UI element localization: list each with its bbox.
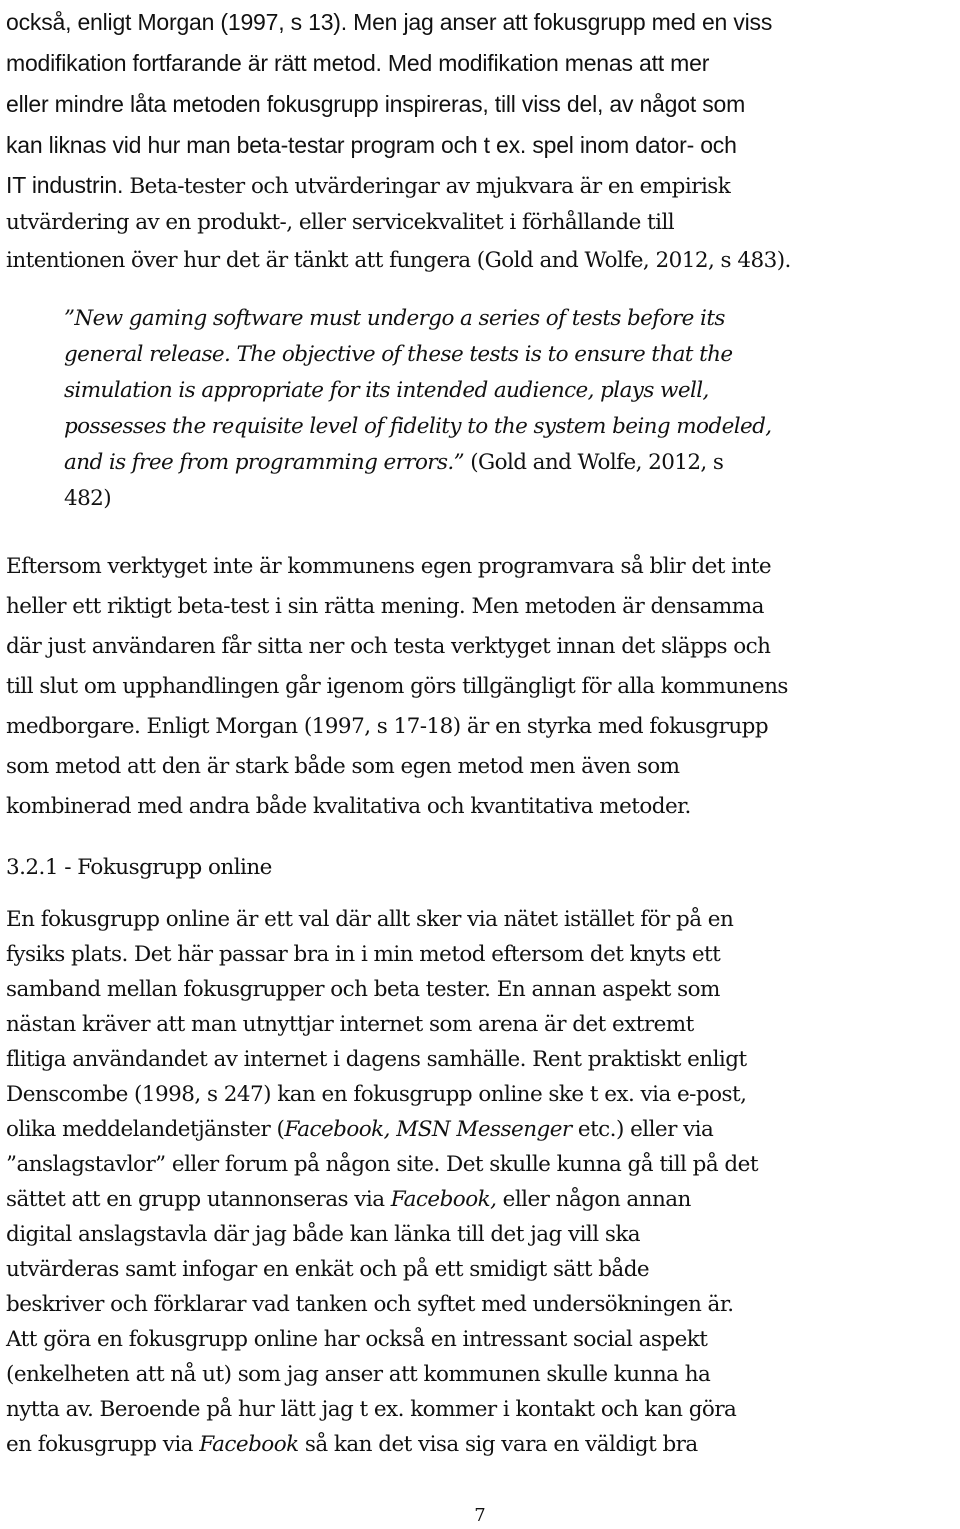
text-segment: Denscombe (1998, s 247) kan en fokusgrupp online ske t ex. via e-post, (6, 1082, 747, 1107)
text-segment: Facebook, (390, 1187, 497, 1212)
text-line (6, 1327, 707, 1352)
text-segment: sättet att en grupp utannonseras via (6, 1187, 391, 1212)
text-segment: samband mellan fokusgrupper och beta tester. En annan aspekt som (6, 977, 720, 1002)
text-segment: etc.) eller via (571, 1117, 714, 1142)
text-segment: Beta-tester och utvärderingar av mjukvara är en empirisk (123, 174, 731, 199)
text-segment: eller mindre låta metoden fokusgrupp inspireras, till viss del, av något som (6, 91, 746, 117)
page-number: 7 (474, 1505, 486, 1526)
text-line (6, 977, 720, 1002)
text-segment: ”anslagstavlor” eller forum på någon site. Det skulle kunna gå till på det (6, 1152, 758, 1177)
text-line (6, 91, 745, 118)
text-line (64, 486, 111, 511)
text-segment: (enkelheten att nå ut) som jag anser att kommunen skulle kunna ha (6, 1362, 711, 1387)
text-segment: olika meddelandetjänster ( (6, 1117, 285, 1142)
text-segment: intentionen över hur det är tänkt att fungera (Gold and Wolfe, 2012, s 483). (6, 248, 791, 273)
text-segment: flitiga användandet av internet i dagens samhälle. Rent praktiskt enligt (6, 1047, 747, 1072)
text-segment: Facebook, MSN Messenger (284, 1117, 572, 1142)
text-segment: heller ett riktigt beta-test i sin rätta mening. Men metoden är densamma (6, 594, 764, 619)
text-line (64, 342, 733, 367)
text-segment: också, enligt Morgan (1997, s 13). Men jag anser att fokusgrupp med en viss (6, 9, 773, 35)
text-line (6, 1152, 758, 1177)
text-line (6, 1082, 746, 1107)
text-line (6, 594, 764, 619)
text-segment: så kan det visa sig vara en väldigt bra (298, 1432, 698, 1457)
text-line (64, 378, 709, 403)
text-segment: utvärdering av en produkt-, eller servicekvalitet i förhållande till (6, 210, 675, 235)
text-segment: ”New gaming software must undergo a series of tests before its (64, 306, 725, 331)
text-segment: digital anslagstavla där jag både kan länka till det jag vill ska (6, 1222, 641, 1247)
text-segment: and is free from programming errors.” (64, 450, 465, 475)
text-segment: utvärderas samt infogar en enkät och på ett smidigt sätt både (6, 1257, 650, 1282)
text-line (6, 1187, 691, 1212)
text-segment: nytta av. Beroende på hur lätt jag t ex. kommer i kontakt och kan göra (6, 1397, 737, 1422)
text-line (6, 1292, 733, 1317)
text-line (6, 1117, 713, 1142)
text-line (64, 414, 772, 439)
text-line (6, 907, 733, 932)
text-segment: general release. The objective of these tests is to ensure that the (64, 342, 733, 367)
text-segment: beskriver och förklarar vad tanken och syftet med undersökningen är. (6, 1292, 734, 1317)
text-segment: Facebook (199, 1432, 299, 1457)
text-line (6, 132, 737, 159)
text-segment: 3.2.1 - Fokusgrupp online (6, 855, 272, 880)
text-line (6, 50, 709, 77)
text-segment: simulation is appropriate for its intended audience, plays well, (64, 378, 709, 403)
text-line (6, 9, 772, 36)
text-line (6, 1362, 710, 1387)
text-segment: kombinerad med andra både kvalitativa och kvantitativa metoder. (6, 794, 691, 819)
text-segment: modifikation fortfarande är rätt metod. Med modifikation menas att mer (6, 50, 710, 76)
text-segment: där just användaren får sitta ner och testa verktyget innan det släpps och (6, 634, 771, 659)
text-line (6, 1047, 747, 1072)
text-line (64, 306, 725, 331)
text-line (6, 794, 691, 819)
text-line (6, 1012, 694, 1037)
text-line (6, 1432, 698, 1457)
text-segment: eller någon annan (496, 1187, 691, 1212)
text-segment: Eftersom verktyget inte är kommunens egen programvara så blir det inte (6, 554, 772, 579)
text-segment: nästan kräver att man utnyttjar internet som arena är det extremt (6, 1012, 694, 1037)
text-line (6, 210, 674, 235)
text-segment: medborgare. Enligt Morgan (1997, s 17-18) är en styrka med fokusgrupp (6, 714, 769, 739)
text-segment: som metod att den är stark både som egen metod men även som (6, 754, 680, 779)
text-segment: Att göra en fokusgrupp online har också en intressant social aspekt (6, 1327, 708, 1352)
text-line (64, 450, 723, 475)
text-line (6, 1257, 649, 1282)
text-line (6, 248, 791, 273)
text-line (6, 172, 730, 199)
text-segment: En fokusgrupp online är ett val där allt sker via nätet istället för på en (6, 907, 734, 932)
text-line (6, 855, 272, 880)
text-segment: possesses the requisite level of fidelity to the system being modeled, (64, 414, 772, 439)
text-segment: kan liknas vid hur man beta-testar program och t ex. spel inom dator- och (6, 132, 737, 158)
text-line (6, 1397, 736, 1422)
text-segment: en fokusgrupp via (6, 1432, 200, 1457)
text-line (6, 634, 770, 659)
text-segment: fysiks plats. Det här passar bra in i min metod eftersom det knyts ett (6, 942, 721, 967)
text-line (6, 714, 768, 739)
text-segment: till slut om upphandlingen går igenom görs tillgängligt för alla kommunens (6, 674, 788, 699)
text-line (6, 554, 771, 579)
text-line (6, 942, 720, 967)
text-segment: (Gold and Wolfe, 2012, s (464, 450, 724, 475)
text-segment: 482) (64, 486, 112, 511)
text-line (6, 754, 680, 779)
text-segment: IT industrin. (6, 172, 124, 198)
text-line (6, 674, 788, 699)
text-line (6, 1222, 640, 1247)
